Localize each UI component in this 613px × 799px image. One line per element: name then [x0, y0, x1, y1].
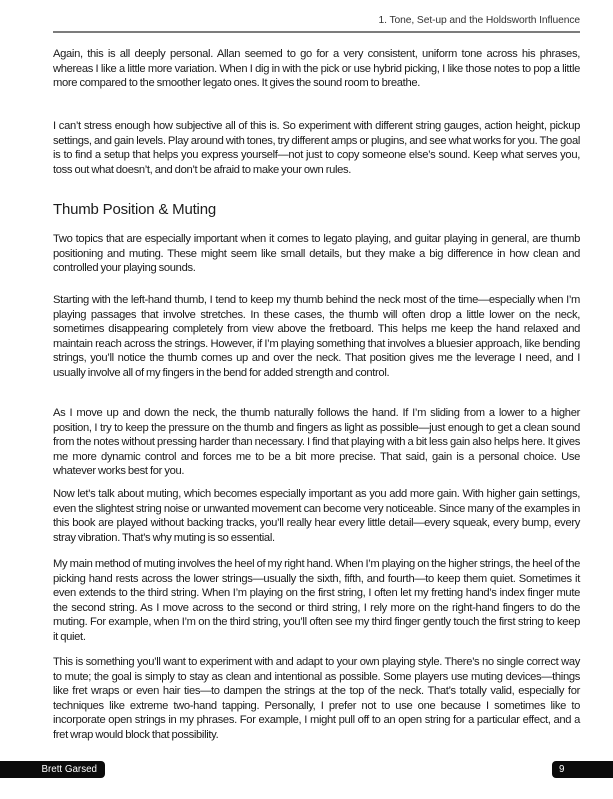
body-paragraph: My main method of muting involves the heel of my right hand. When I’m playing on the higher strings, the heel of the picking hand rests across the lower strings—usually the sixth, fifth, and fourth—to keep them quiet. Sometimes it even extends to the third string. When I’m playing on the first string, I often let my fretting hand’s index finger mute the second string. As I move across to the second or third string, I rely more on the right-hand fingers to do the muting. For example, when I’m on the third string, you’ll often see my third finger gently touch the first string to keep it quiet.	[53, 558, 580, 643]
body-paragraph: I can’t stress enough how subjective all of this is. So experiment with different string gauges, action height, pickup settings, and gain levels. Play around with tones, try different amps or plugins, and see what works for you. The goal is to find a setup that helps you express yourself—not just to copy someone else’s sound. Keep what serves you, toss out what doesn’t, and don’t be afraid to make your own rules.	[53, 120, 580, 176]
page-number: 9	[559, 764, 565, 775]
body-paragraph: Two topics that are especially important when it comes to legato playing, and guitar playing in general, are thumb positioning and muting. These might seem like small details, but they make a big difference in how clean and controlled your playing sounds.	[53, 233, 580, 275]
body-paragraph: Now let’s talk about muting, which becomes especially important as you add more gain. With higher gain settings, even the slightest string noise or unwanted movement can become very noticeable. Since many of the examples in this book are played without backing tracks, you’ll really hear every little detail—every squeak, every bump, every stray vibration. That’s why muting is so essential.	[53, 488, 580, 544]
running-header-chapter-title: 1. Tone, Set-up and the Holdsworth Influence	[378, 15, 580, 26]
body-paragraph: This is something you’ll want to experiment with and adapt to your own playing style. There’s no single correct way to mute; the goal is simply to stay as clean and intentional as possible. Some players use muting devices—things like fret wraps or even hair ties—to dampen the strings at the top of the neck. That’s totally valid, especially for techniques like extreme two-hand tapping. Personally, I prefer not to use one because I sometimes like to incorporate open strings in my phrases. For example, I might pull off to an open string for a particular effect, and a fret wrap would block that possibility.	[53, 656, 580, 741]
section-heading: Thumb Position & Muting	[53, 201, 216, 218]
header-rule	[53, 31, 580, 33]
footer-author-badge	[0, 761, 105, 778]
footer-page-number-badge	[552, 761, 613, 778]
body-paragraph: As I move up and down the neck, the thumb naturally follows the hand. If I’m sliding from a lower to a higher position, I try to keep the pressure on the thumb and fingers as light as possible—just enough to get a clean sound from the notes without pressing harder than necessary. I find that playing with a bit less gain also helps here. It gives me more dynamic control and forces me to be a bit more precise. That said, gain is a personal choice. Use whatever works best for you.	[53, 407, 580, 478]
footer-author-name: Brett Garsed	[41, 764, 97, 775]
body-paragraph: Starting with the left-hand thumb, I tend to keep my thumb behind the neck most of the time—especially when I’m playing passages that involve stretches. In these cases, the thumb will often drop a little lower on the neck, sometimes disappearing completely from view above the fretboard. This helps me keep the hand relaxed and maintain reach across the strings. However, if I’m playing something that involves a bluesier approach, like bending strings, you’ll notice the thumb comes up and over the neck. That position gives me the leverage I need, and I usually involve all of my fingers in the bend for added strength and control.	[53, 294, 580, 379]
body-paragraph: Again, this is all deeply personal. Allan seemed to go for a very consistent, uniform tone across his phrases, whereas I like a little more variation. When I dig in with the pick or use hybrid picking, I like those notes to pop a little more compared to the smoother legato ones. It gives the sound room to breathe.	[53, 48, 580, 90]
